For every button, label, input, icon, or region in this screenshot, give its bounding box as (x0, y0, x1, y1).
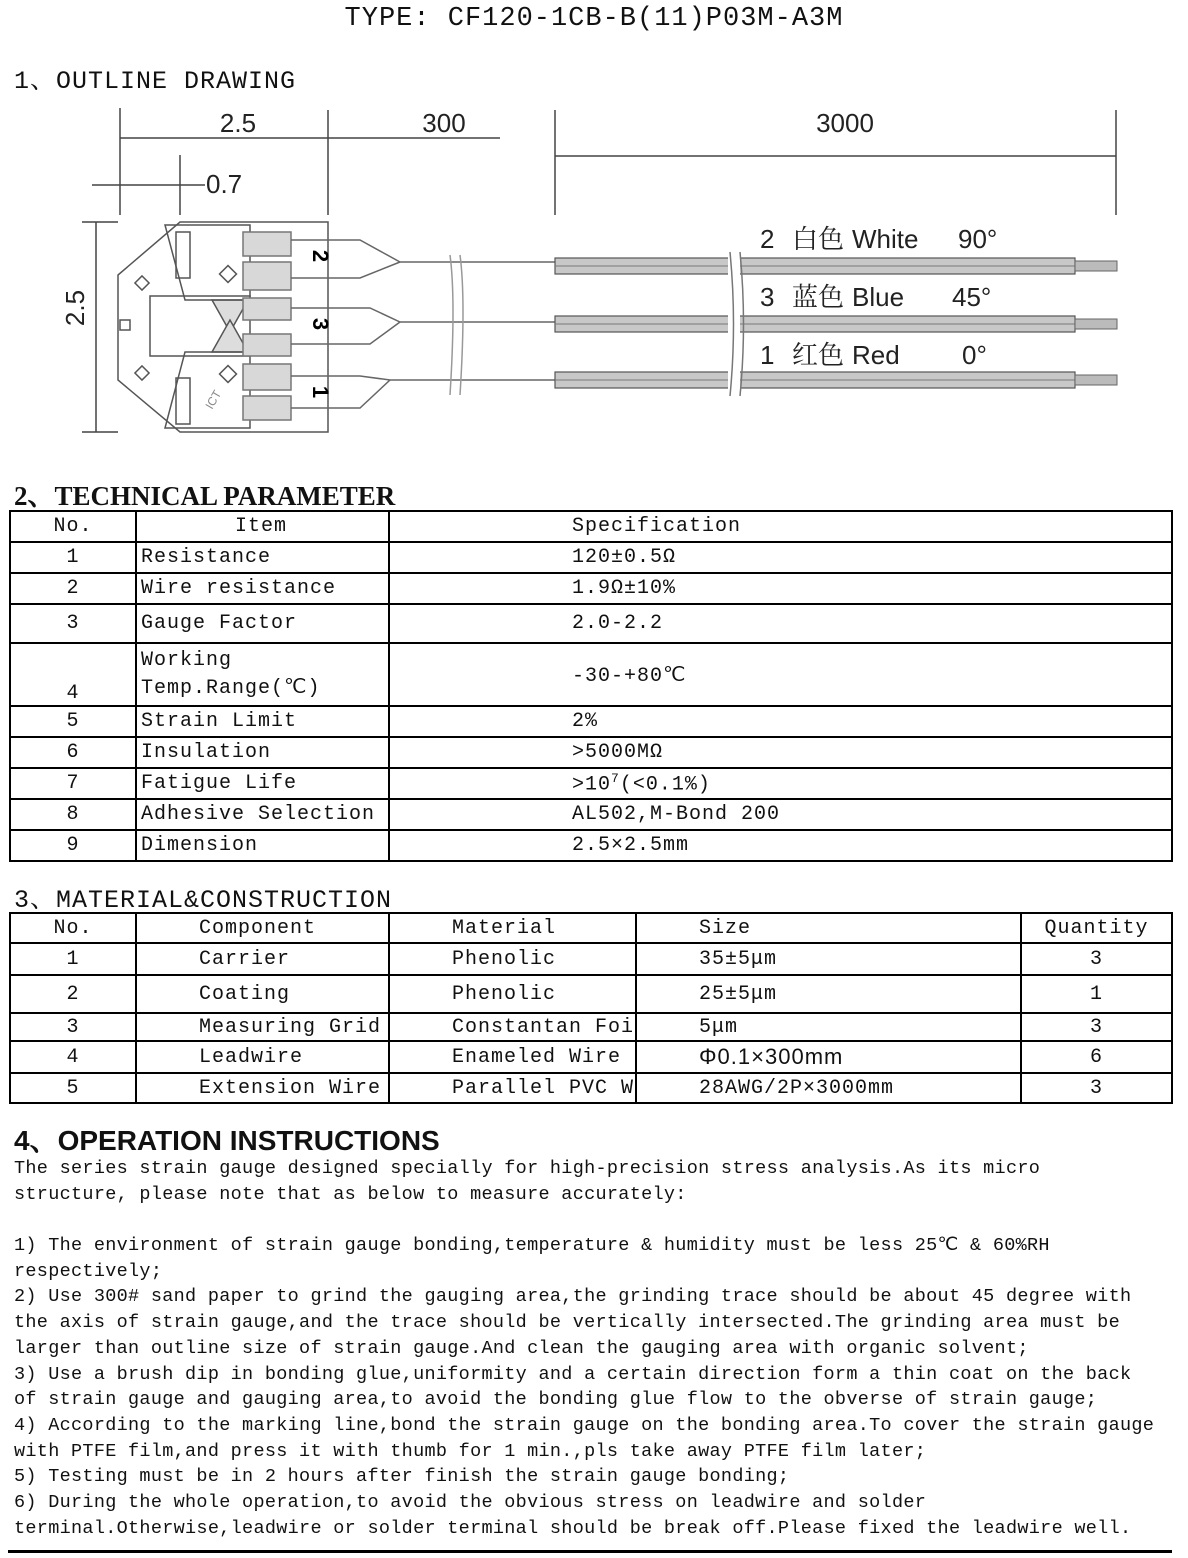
fatigue-base: >10 (572, 773, 612, 797)
logo-text: ICT (202, 387, 225, 412)
dim-leadwire-label: 300 (422, 108, 466, 138)
fatigue-exponent: 7 (611, 770, 620, 786)
row-no: 6 (10, 737, 136, 768)
header-no: No. (10, 913, 136, 943)
section2-heading: 2、TECHNICAL PARAMETER (14, 481, 396, 511)
row-size: 5μm (636, 1013, 1021, 1041)
row-component: Carrier (136, 943, 389, 975)
row-spec (389, 768, 1172, 799)
dim-extension-label: 3000 (816, 108, 874, 138)
table-row (10, 706, 1172, 737)
table-row (10, 573, 1172, 604)
pad-label-2: 2 (308, 249, 333, 263)
row-quantity: 1 (1021, 975, 1172, 1013)
row-quantity: 3 (1021, 943, 1172, 975)
header-quantity: Quantity (1021, 913, 1172, 943)
instructions-intro: The series strain gauge designed specially for high-precision stress analysis.As its micro structure, please note that as below to measure accurately: (14, 1158, 1041, 1205)
table-row (10, 1041, 1172, 1073)
row-no: 5 (10, 1073, 136, 1103)
row-component: Measuring Grid (136, 1013, 389, 1041)
row-spec: AL502,M-Bond 200 (389, 799, 1172, 830)
table-row (10, 830, 1172, 861)
dim-height-label: 2.5 (60, 289, 90, 327)
wire-label-red-angle: 0° (962, 340, 987, 370)
row-material: Phenolic (389, 943, 636, 975)
instruction-item: 3) Use a brush dip in bonding glue,uniformity and a certain direction form a thin coat on the back of strain gauge and gauging area,to avoid the bonding glue flow to the obverse of strain gauge; (14, 1363, 1132, 1411)
material-construction-table (9, 912, 1173, 1104)
table-header-row (10, 913, 1172, 943)
table-row (10, 604, 1172, 643)
row-quantity: 6 (1021, 1041, 1172, 1073)
section1-heading: 1、OUTLINE DRAWING (14, 67, 297, 96)
row-material: Phenolic (389, 975, 636, 1013)
row-size: Φ0.1×300mm (636, 1041, 1021, 1073)
row-no: 7 (10, 768, 136, 799)
row-item: Dimension (136, 830, 389, 861)
row-item: Fatigue Life (136, 768, 389, 799)
row-no: 2 (10, 975, 136, 1013)
row-no: 4 (10, 643, 136, 706)
row-item-line1: Working (141, 648, 233, 672)
table-row (10, 542, 1172, 573)
row-size: 35±5μm (636, 943, 1021, 975)
instruction-item: 6) During the whole operation,to avoid the obvious stress on leadwire and solder terminal.Otherwise,leadwire or solder terminal should be break off.Please fixed the leadwire well. (14, 1492, 1132, 1539)
document-title: TYPE: CF120-1CB-B(11)P03M-A3M (344, 4, 844, 34)
row-material: Constantan Foi (389, 1013, 636, 1041)
table-row (10, 768, 1172, 799)
row-spec: 2.5×2.5mm (389, 830, 1172, 861)
bottom-divider (8, 1550, 1172, 1553)
row-size: 25±5μm (636, 975, 1021, 1013)
row-no: 5 (10, 706, 136, 737)
row-spec: 2.0-2.2 (389, 604, 1172, 643)
row-no: 1 (10, 542, 136, 573)
row-item: Insulation (136, 737, 389, 768)
gauge-carrier (118, 222, 328, 432)
row-item: Resistance (136, 542, 389, 573)
instruction-item: 4) According to the marking line,bond the strain gauge on the bonding area.To cover the strain gauge with PTFE film,and press it with thumb for 1 min.,pls take away PTFE film later; (14, 1414, 1155, 1462)
wire-label-red-num: 1 (760, 340, 775, 370)
row-spec: 1.9Ω±10% (389, 573, 1172, 604)
fatigue-rest: (<0.1%) (619, 773, 711, 797)
wire-label-white-num: 2 (760, 224, 775, 254)
wire-label-blue-num: 3 (760, 282, 775, 312)
row-spec: 2% (389, 706, 1172, 737)
wire-label-blue-en: Blue (852, 282, 905, 312)
row-material: Parallel PVC W (389, 1073, 636, 1103)
row-item: Adhesive Selection (136, 799, 389, 830)
row-no: 2 (10, 573, 136, 604)
row-spec: 120±0.5Ω (389, 542, 1172, 573)
table-row (10, 737, 1172, 768)
extension-wires (555, 252, 1117, 396)
table-row (10, 1073, 1172, 1103)
row-no: 3 (10, 1013, 136, 1041)
header-material: Material (389, 913, 636, 943)
row-item: Gauge Factor (136, 604, 389, 643)
row-spec: -30-+80℃ (389, 643, 1172, 706)
wire-label-red-cn: 红色 (792, 340, 845, 370)
wire-label-white-cn: 白色 (792, 224, 845, 254)
row-quantity: 3 (1021, 1013, 1172, 1041)
row-no: 1 (10, 943, 136, 975)
technical-parameter-table (9, 510, 1173, 862)
table-row (10, 643, 1172, 706)
instruction-item: 5) Testing must be in 2 hours after finish the strain gauge bonding; (14, 1466, 790, 1488)
row-component: Coating (136, 975, 389, 1013)
table-row (10, 943, 1172, 975)
row-quantity: 3 (1021, 1073, 1172, 1103)
header-size: Size (636, 913, 1021, 943)
row-material: Enameled Wire (389, 1041, 636, 1073)
instructions-list (0, 1233, 1188, 1541)
pad-label-1: 1 (308, 385, 333, 399)
section3-heading: 3、MATERIAL&CONSTRUCTION (14, 886, 393, 915)
pad-label-3: 3 (308, 317, 333, 331)
row-no: 3 (10, 604, 136, 643)
row-component: Leadwire (136, 1041, 389, 1073)
instruction-item: 2) Use 300# sand paper to grind the gauging area,the grinding trace should be about 45 degree with the axis of strain gauge,and the trace should be vertically intersected.The grinding area must be larger than outline size of strain gauge.And clean the gauging area with organic solvent; (14, 1286, 1132, 1359)
header-item: Item (136, 511, 389, 542)
outline-drawing (0, 100, 1188, 445)
row-no: 9 (10, 830, 136, 861)
table-row (10, 1013, 1172, 1041)
row-item (136, 643, 389, 706)
header-no: No. (10, 511, 136, 542)
wire-label-red-en: Red (852, 340, 900, 370)
row-size: 28AWG/2P×3000mm (636, 1073, 1021, 1103)
instruction-item: 1) The environment of strain gauge bonding,temperature & humidity must be less 25℃ & 60%RH respectively; (14, 1235, 1050, 1282)
header-component: Component (136, 913, 389, 943)
row-item-line2: Temp.Range(℃) (141, 676, 321, 700)
row-item: Strain Limit (136, 706, 389, 737)
wire-label-blue-cn: 蓝色 (792, 282, 845, 312)
section4-heading: 4、OPERATION INSTRUCTIONS (14, 1125, 440, 1156)
dim-width-label: 2.5 (219, 108, 257, 138)
row-item: Wire resistance (136, 573, 389, 604)
header-spec: Specification (389, 511, 1172, 542)
row-spec: >5000MΩ (389, 737, 1172, 768)
row-no: 4 (10, 1041, 136, 1073)
wire-label-white-en: White (852, 224, 919, 254)
table-row (10, 799, 1172, 830)
dim-grid-label: 0.7 (206, 169, 243, 199)
table-row (10, 975, 1172, 1013)
row-no: 8 (10, 799, 136, 830)
row-component: Extension Wire (136, 1073, 389, 1103)
wire-label-white-angle: 90° (958, 224, 998, 254)
table-header-row (10, 511, 1172, 542)
wire-label-blue-angle: 45° (952, 282, 992, 312)
